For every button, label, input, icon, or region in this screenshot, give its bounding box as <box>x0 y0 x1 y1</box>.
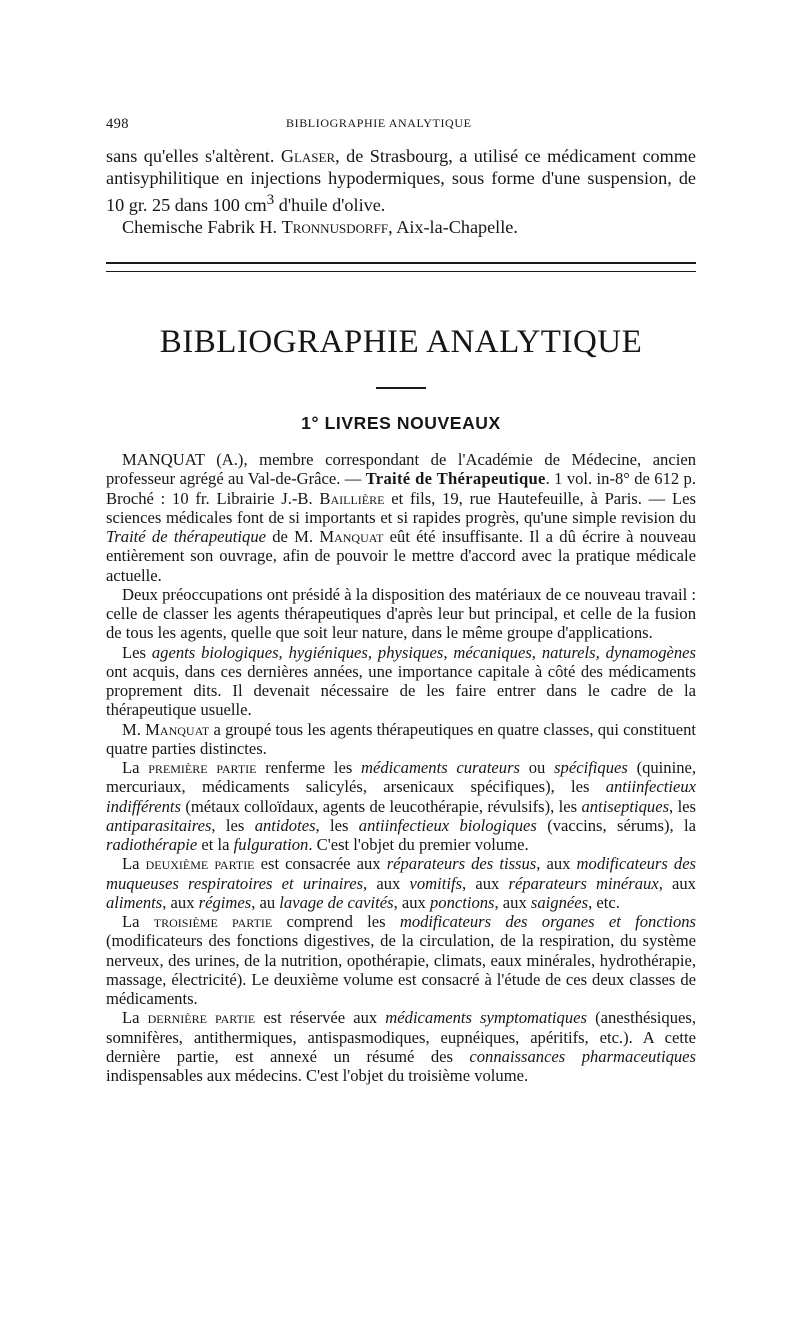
subsection-title: 1° LIVRES NOUVEAUX <box>301 413 501 434</box>
part-label: deuxième partie <box>145 854 255 874</box>
review-paragraph-3: Les agents biologiques, hygiéniques, physiques, mécaniques, naturels, dynamogènes ont acquis, dans ces dernières années, une importance capitale à côté des médicaments proprement dits. Il devenait nécessaire de les faire entrer dans le cadre de la thérapeutique usuelle. <box>106 642 696 720</box>
book-review <box>106 450 696 1085</box>
part-label: dernière partie <box>147 1008 256 1028</box>
title-underline <box>376 387 426 389</box>
running-head <box>106 112 696 136</box>
review-paragraph-7: La troisième partie comprend les modificateurs des organes et fonctions (modificateurs des fonctions digestives, de la circulation, de la respiration, du système nerveux, des urines, de la nutrition, opothérapie, climats, eaux minérales, hydrothérapie, massage, électricité). Le deuxième volume est consacré à l'étude de ces deux classes de médicaments. <box>106 912 696 1009</box>
review-paragraph-4: M. Manquat a groupé tous les agents thérapeutiques en quatre classes, qui constituent quatre parties distinctes. <box>106 719 696 758</box>
page <box>106 112 696 1085</box>
running-title: BIBLIOGRAPHIE ANALYTIQUE <box>286 116 472 130</box>
review-author: MANQUAT (A.) <box>122 450 244 470</box>
page-number: 498 <box>106 116 129 132</box>
part-label: troisième partie <box>153 912 273 932</box>
review-paragraph-6: La deuxième partie est consacrée aux réparateurs des tissus, aux modificateurs des muqueuses respiratoires et urinaires, aux vomitifs, aux réparateurs minéraux, aux aliments, aux régimes, au lavage de cavités, aux ponctions, aux saignées, etc. <box>106 854 697 912</box>
section-divider <box>106 262 696 272</box>
part-label: première partie <box>148 758 257 778</box>
manufacturer-name: Tronnusdorff <box>281 216 389 237</box>
review-paragraph-2: Deux préoccupations ont présidé à la disposition des matériaux de ce nouveau travail : celle de classer les agents thérapeutiques d'après leur but principal, et celle de la fusion de tous les agents, quelle que soit leur nature, dans le même groupe d'applications. <box>106 584 696 643</box>
review-paragraph-1: MANQUAT (A.), membre correspondant de l'Académie de Médecine, ancien professeur agrégé au Val-de-Grâce. — Traité de Thérapeutique. 1 vol. in-8° de 612 p. Broché : 10 fr. Librairie J.-B. Baillière et fils, 19, rue Hautefeuille, à Paris. — Les sciences médicales font de si importants et si rapides progrès, qu'une simple revision du Traité de thérapeutique de M. Manquat eût été insuffisante. Il a dû écrire à nouveau entièrement son ouvrage, afin de pouvoir le mettre d'accord avec la pratique médicale actuelle. <box>106 450 696 585</box>
publisher-name: Baillière <box>319 488 385 508</box>
author-name-glaser: Glaser <box>280 146 336 166</box>
section-title: BIBLIOGRAPHIE ANALYTIQUE <box>159 324 643 361</box>
continuation-paragraph: sans qu'elles s'altèrent. Glaser, de Strasbourg, a utilisé ce médicament comme antisyphilitique en injections hypodermiques, sous forme d'une suspension, de 10 gr. 25 dans 100 $cm^3$ d'huile d'olive. <box>106 146 696 216</box>
review-paragraph-8: La dernière partie est réservée aux médicaments symptomatiques (anesthésiques, somnifères, antithermiques, antispasmodiques, eupnéiques, apéritifs, etc.). A cette dernière partie, est annexé un résumé des connaissances pharmaceutiques indispensables aux médecins. C'est l'objet du troisième volume. <box>106 1008 696 1086</box>
book-title: Traité de Thérapeutique <box>365 469 546 489</box>
review-paragraph-5: La première partie renferme les médicaments curateurs ou spécifiques (quinine, mercuriaux, médicaments salicylés, arsenicaux spécifiques), les antiinfectieux indifférents (métaux colloïdaux, agents de leucothérapie, révulsifs), les antiseptiques, les antiparasitaires, les antidotes, les antiinfectieux biologiques (vaccins, sérums), la radiothérapie et la fulguration. C'est l'objet du premier volume. <box>106 758 697 855</box>
manufacturer-line: Chemische Fabrik H. Tronnusdorff, Aix-la-Chapelle. <box>122 216 518 237</box>
